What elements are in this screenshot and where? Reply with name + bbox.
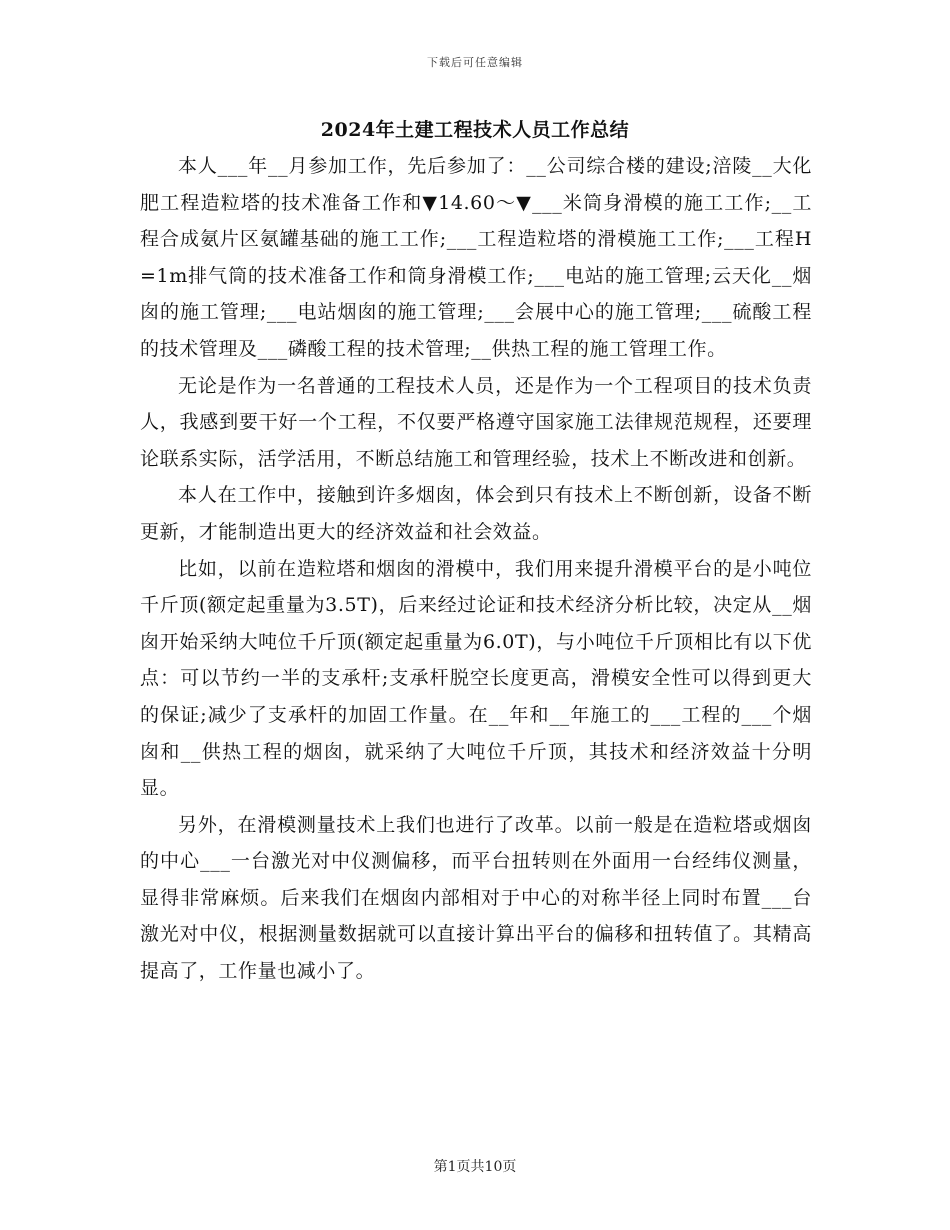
- paragraph: 比如，以前在造粒塔和烟囱的滑模中，我们用来提升滑模平台的是小吨位千斤顶(额定起重量为3.5T)，后来经过论证和技术经济分析比较，决定从__烟囱开始采纳大吨位千斤顶(额定起重量为6.0T)，与小吨位千斤顶相比有以下优点：可以节约一半的支承杆;支承杆脱空长度更高，滑模安全性可以得到更大的保证;减少了支承杆的加固工作量。在__年和__年施工的___工程的___个烟囱和__供热工程的烟囱，就采纳了大吨位千斤顶，其技术和经济效益十分明显。: [140, 557, 812, 800]
- paragraph: 另外，在滑模测量技术上我们也进行了改革。以前一般是在造粒塔或烟囱的中心___一台激光对中仪测偏移，而平台扭转则在外面用一台经纬仪测量，显得非常麻烦。后来我们在烟囱内部相对于中心的对称半径上同时布置___台激光对中仪，根据测量数据就可以直接计算出平台的偏移和扭转值了。其精高提高了，工作量也减小了。: [140, 813, 812, 983]
- page-number: 第1页共10页: [433, 1159, 517, 1175]
- header-note: 下载后可任意编辑: [427, 56, 523, 69]
- paragraph: 本人在工作中，接触到许多烟囱，体会到只有技术上不断创新，设备不断更新，才能制造出更大的经济效益和社会效益。: [140, 484, 812, 543]
- paragraph: 无论是作为一名普通的工程技术人员，还是作为一个工程项目的技术负责人，我感到要干好一个工程，不仅要严格遵守国家施工法律规范规程，还要理论联系实际，活学活用，不断总结施工和管理经验，技术上不断改进和创新。: [140, 374, 812, 470]
- document-body: [140, 148, 812, 990]
- document-title: 2024年土建工程技术人员工作总结: [320, 119, 630, 141]
- paragraph: 本人___年__月参加工作，先后参加了：__公司综合楼的建设;涪陵__大化肥工程造粒塔的技术准备工作和▼14.60～▼___米筒身滑模的施工工作;__工程合成氨片区氨罐基础的施工工作;___工程造粒塔的滑模施工工作;___工程H=1m排气筒的技术准备工作和筒身滑模工作;___电站的施工管理;云天化__烟囱的施工管理;___电站烟囱的施工管理;___会展中心的施工管理;___硫酸工程的技术管理及___磷酸工程的技术管理;__供热工程的施工管理工作。: [140, 155, 812, 360]
